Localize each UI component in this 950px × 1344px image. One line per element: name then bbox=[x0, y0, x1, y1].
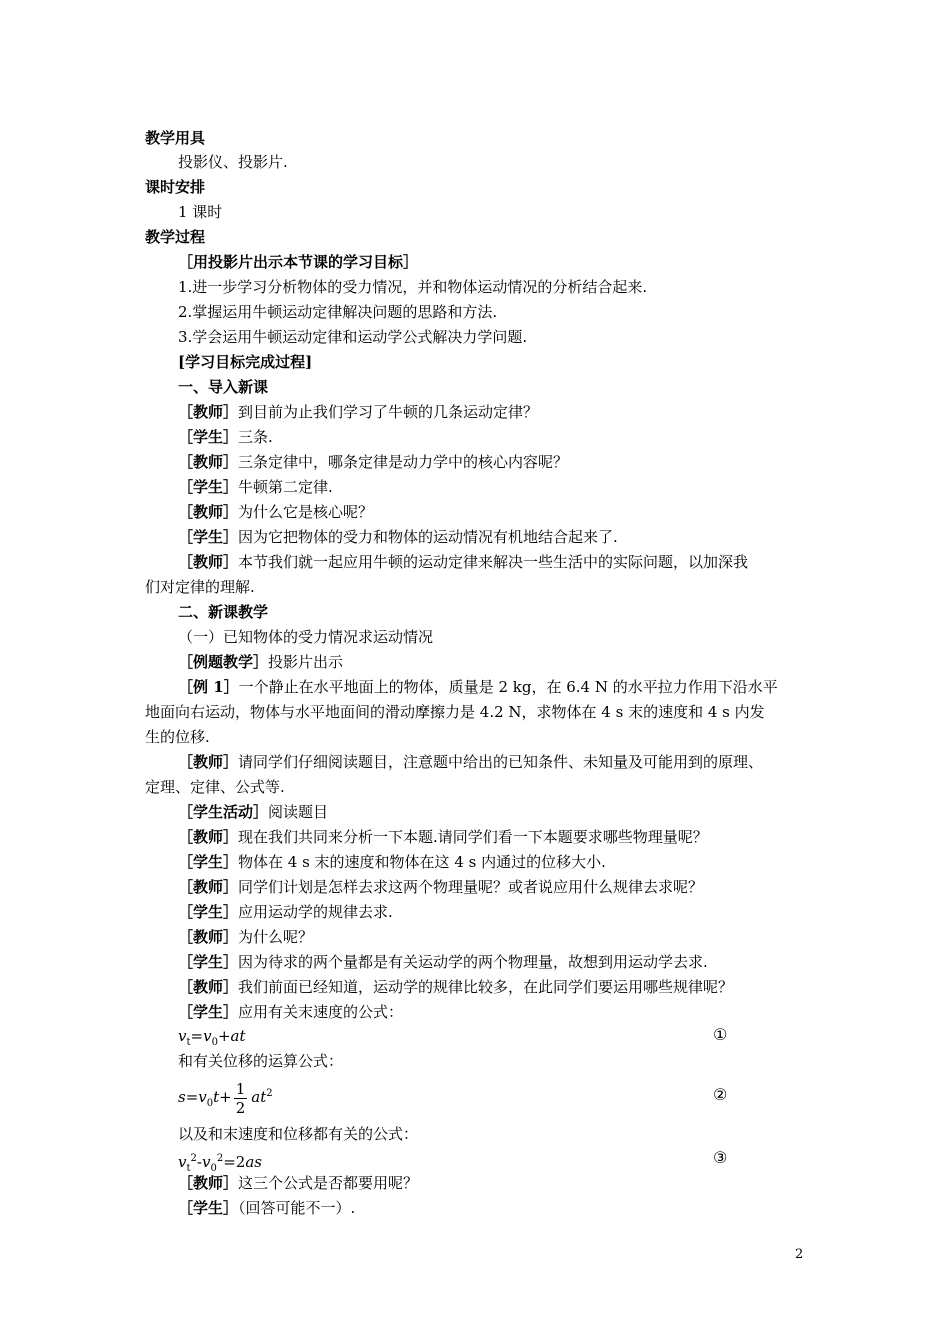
section-heading: 二、新课教学 bbox=[178, 603, 269, 621]
goal-item: 2.掌握运用牛顿运动定律解决问题的思路和方法. bbox=[178, 303, 498, 321]
dialogue-line: ［学生］因为待求的两个量都是有关运动学的两个物理量，故想到用运动学去求. bbox=[178, 953, 708, 971]
dialogue-line: ［教师］请同学们仔细阅读题目，注意题中给出的已知条件、未知量及可能用到的原理、 bbox=[178, 753, 764, 771]
heading-teaching-tools: 教学用具 bbox=[145, 129, 206, 147]
subsection-heading: （一）已知物体的受力情况求运动情况 bbox=[178, 628, 434, 646]
subheading: ［用投影片出示本节课的学习目标］ bbox=[178, 253, 419, 271]
goal-item: 3.学会运用牛顿运动定律和运动学公式解决力学问题. bbox=[178, 328, 528, 346]
formula-displacement: $s=v_0t+$ $\frac{1}{2}$ $at^2$ bbox=[178, 1079, 273, 1117]
page-number: 2 bbox=[795, 1247, 804, 1262]
dialogue-line: ［学生］三条. bbox=[178, 428, 273, 446]
formula-number: ② bbox=[713, 1085, 728, 1104]
paragraph: 们对定律的理解. bbox=[145, 578, 255, 596]
goal-item: 1.进一步学习分析物体的受力情况，并和物体运动情况的分析结合起来. bbox=[178, 278, 648, 296]
paragraph: 投影仪、投影片. bbox=[178, 153, 288, 171]
dialogue-line: ［学生］应用运动学的规律去求. bbox=[178, 903, 393, 921]
heading-teaching-process: 教学过程 bbox=[145, 228, 206, 246]
paragraph: 以及和末速度和位移都有关的公式： bbox=[178, 1125, 419, 1143]
dialogue-line: ［学生活动］阅读题目 bbox=[178, 803, 329, 821]
paragraph: 生的位移. bbox=[145, 728, 210, 746]
formula-number: ① bbox=[713, 1025, 728, 1044]
dialogue-line: ［教师］现在我们共同来分析一下本题.请同学们看一下本题要求哪些物理量呢？ bbox=[178, 828, 708, 846]
paragraph: 1 课时 bbox=[178, 203, 223, 221]
dialogue-line: ［学生］牛顿第二定律. bbox=[178, 478, 333, 496]
dialogue-line: ［学生］物体在 4 s 末的速度和物体在这 4 s 内通过的位移大小. bbox=[178, 853, 606, 871]
dialogue-line: ［教师］三条定律中，哪条定律是动力学中的核心内容呢？ bbox=[178, 453, 569, 471]
paragraph: 和有关位移的运算公式： bbox=[178, 1052, 344, 1070]
dialogue-line: ［学生］因为它把物体的受力和物体的运动情况有机地结合起来了. bbox=[178, 528, 618, 546]
section-heading: 一、导入新课 bbox=[178, 378, 269, 396]
fraction: $\frac{1}{2}$ bbox=[235, 1079, 246, 1117]
dialogue-line: ［例题教学］投影片出示 bbox=[178, 653, 344, 671]
formula-velocity: $v_t=v_0+at$ bbox=[178, 1027, 246, 1048]
dialogue-line: ［教师］本节我们就一起应用牛顿的运动定律来解决一些生活中的实际问题，以加深我 bbox=[178, 553, 749, 571]
formula-velocity-displacement: $v_t^2-v_0^2=2as$ bbox=[178, 1153, 262, 1174]
formula-number: ③ bbox=[713, 1148, 728, 1167]
dialogue-line: ［教师］为什么呢？ bbox=[178, 928, 314, 946]
dialogue-line: ［学生］应用有关末速度的公式： bbox=[178, 1003, 404, 1021]
dialogue-line: ［教师］为什么它是核心呢？ bbox=[178, 503, 374, 521]
example-problem: ［例 1］一个静止在水平地面上的物体，质量是 2 kg，在 6.4 N 的水平拉力作用下沿水平 bbox=[178, 678, 778, 696]
dialogue-line: ［教师］同学们计划是怎样去求这两个物理量呢？或者说应用什么规律去求呢？ bbox=[178, 878, 704, 896]
subheading: [学习目标完成过程] bbox=[178, 353, 313, 371]
dialogue-line: ［教师］我们前面已经知道，运动学的规律比较多，在此同学们要运用哪些规律呢？ bbox=[178, 978, 734, 996]
dialogue-line: ［教师］这三个公式是否都要用呢？ bbox=[178, 1174, 419, 1192]
paragraph: 定理、定律、公式等. bbox=[145, 778, 285, 796]
dialogue-line: ［学生］（回答可能不一）. bbox=[178, 1199, 356, 1217]
heading-class-hours: 课时安排 bbox=[145, 178, 206, 196]
paragraph: 地面向右运动，物体与水平地面间的滑动摩擦力是 4.2 N，求物体在 4 s 末的速度和 4 s 内发 bbox=[145, 703, 765, 721]
dialogue-line: ［教师］到目前为止我们学习了牛顿的几条运动定律？ bbox=[178, 403, 539, 421]
